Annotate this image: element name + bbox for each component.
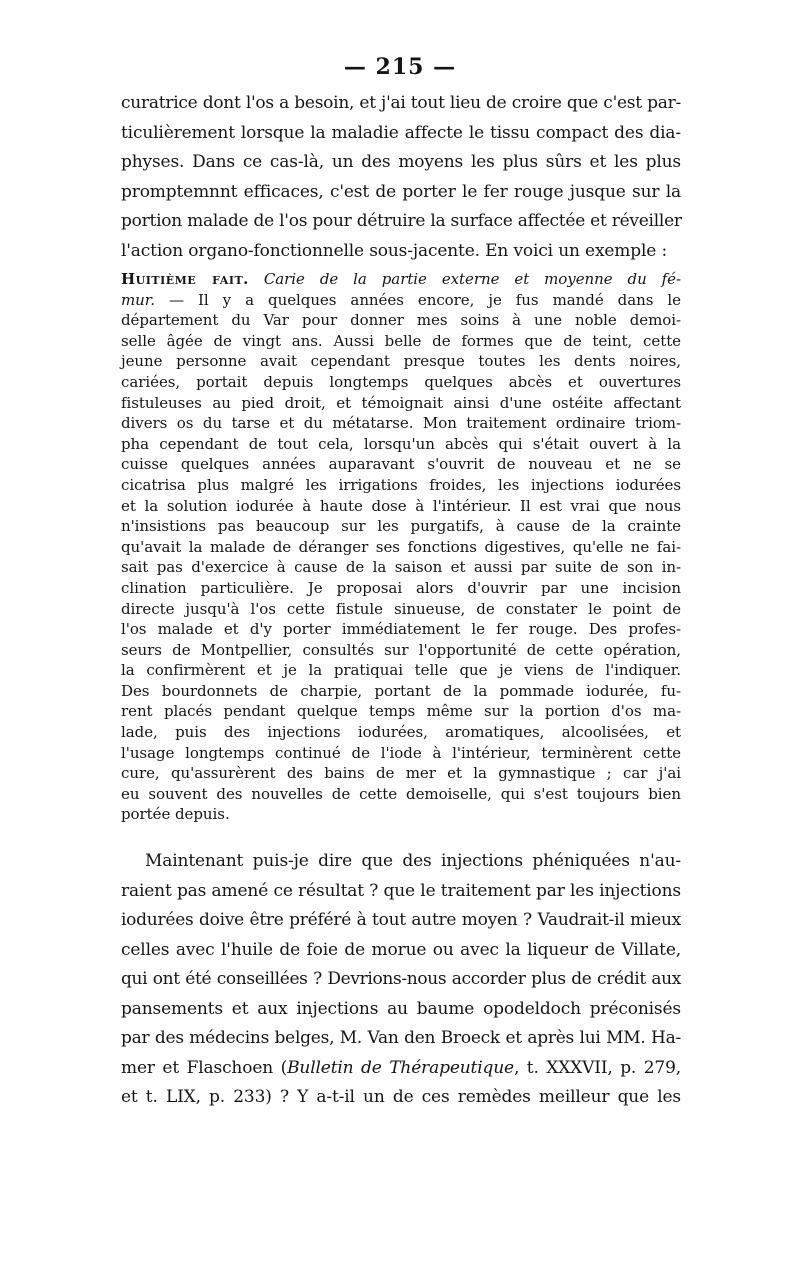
text-line: cure, qu'assurèrent des bains de mer et la gymnastique ; car j'ai bbox=[121, 764, 681, 783]
text-line: sait pas d'exercice à cause de la saison et aussi par suite de son in- bbox=[121, 558, 681, 577]
text-line: seurs de Montpellier, consultés sur l'opportunité de cette opération, bbox=[121, 640, 681, 659]
text-line: curatrice dont l'os a besoin, et j'ai tout lieu de croire que c'est par- bbox=[121, 93, 681, 113]
case-paragraph bbox=[121, 269, 681, 825]
text-line: portée depuis. bbox=[121, 805, 230, 824]
text-line: la confirmèrent et je la pratiquai telle que je viens de l'indiquer. bbox=[121, 661, 681, 680]
text-line: celles avec l'huile de foie de morue ou avec la liqueur de Villate, bbox=[121, 939, 681, 960]
text-line: et la solution iodurée à haute dose à l'intérieur. Il est vrai que nous bbox=[121, 496, 681, 515]
text-line bbox=[121, 290, 681, 311]
closing-paragraph bbox=[121, 847, 681, 1113]
text-line: et t. LIX, p. 233) ? Y a-t-il un de ces remèdes meilleur que les bbox=[121, 1087, 681, 1107]
text-line: eu souvent des nouvelles de cette demoiselle, qui s'est toujours bien bbox=[121, 784, 681, 803]
case-text-start: — Il y a quelques années encore, je fus mandé dans le bbox=[154, 290, 681, 309]
citation-prefix: mer et Flaschoen ( bbox=[121, 1057, 288, 1078]
text-line: cuisse quelques années auparavant s'ouvrit de nouveau et ne se bbox=[121, 455, 681, 474]
text-line: qui ont été conseillées ? Devrions-nous accorder plus de crédit aux bbox=[121, 969, 681, 989]
journal-title: Bulletin de Thérapeutique bbox=[287, 1057, 514, 1078]
text-line: fistuleuses au pied droit, et témoignait ainsi d'une ostéite affectant bbox=[121, 393, 681, 412]
text-line: physes. Dans ce cas-là, un des moyens les plus sûrs et les plus bbox=[121, 152, 681, 172]
text-line: l'os malade et d'y porter immédiatement le fer rouge. Des profes- bbox=[121, 620, 681, 639]
text-line: pansements et aux injections au baume opodeldoch préconisés bbox=[121, 998, 681, 1019]
text-line: n'insistions pas beaucoup sur les purgatifs, à cause de la crainte bbox=[121, 517, 681, 536]
citation-line bbox=[121, 1054, 681, 1084]
text-line: qu'avait la malade de déranger ses fonctions digestives, qu'elle ne fai- bbox=[121, 537, 681, 556]
text-line: raient pas amené ce résultat ? que le traitement par les injections bbox=[121, 880, 681, 901]
text-line: promptemnnt efficaces, c'est de porter le fer rouge jusque sur la bbox=[121, 181, 681, 202]
text-line: Des bourdonnets de charpie, portant de la pommade iodurée, fu- bbox=[121, 681, 681, 700]
text-line: clination particulière. Je proposai alors d'ouvrir par une incision bbox=[121, 578, 681, 597]
text-line: cariées, portait depuis longtemps quelques abcès et ouvertures bbox=[121, 372, 681, 391]
text-line: lade, puis des injections iodurées, aromatiques, alcoolisées, et bbox=[121, 723, 681, 742]
text-line: département du Var pour donner mes soins à une noble demoi- bbox=[121, 311, 681, 330]
text-line: l'usage longtemps continué de l'iode à l'intérieur, terminèrent cette bbox=[121, 743, 681, 762]
text-line: l'action organo-fonctionnelle sous-jacente. En voici un exemple : bbox=[121, 240, 668, 261]
case-heading: Huitième fait. bbox=[121, 270, 249, 288]
case-heading-line bbox=[121, 269, 681, 290]
text-line: rent placés pendant quelque temps même sur la portion d'os ma- bbox=[121, 702, 681, 721]
text-line: par des médecins belges, M. Van den Broeck et après lui MM. Ha- bbox=[121, 1028, 681, 1048]
text-line: iodurées doive être préféré à tout autre moyen ? Vaudrait-il mieux bbox=[121, 910, 681, 930]
text-line: portion malade de l'os pour détruire la surface affectée et réveiller bbox=[121, 211, 682, 231]
text-line: ticulièrement lorsque la maladie affecte le tissu compact des dia- bbox=[121, 122, 681, 143]
page-number: — 215 — bbox=[343, 54, 457, 80]
text-line: jeune personne avait cependant presque toutes les dents noires, bbox=[121, 352, 681, 371]
text-line: directe jusqu'à l'os cette fistule sinueuse, de constater le point de bbox=[121, 599, 681, 618]
intro-paragraph bbox=[121, 89, 681, 266]
text-line: selle âgée de vingt ans. Aussi belle de formes que de teint, cette bbox=[121, 331, 681, 350]
text-line: cicatrisa plus malgré les irrigations froides, les injections iodurées bbox=[121, 475, 681, 494]
case-title-end: mur. bbox=[121, 290, 155, 309]
text-line: divers os du tarse et du métatarse. Mon traitement ordinaire triom- bbox=[121, 414, 681, 433]
text-line: pha cependant de tout cela, lorsqu'un abcès qui s'était ouvert à la bbox=[121, 434, 681, 453]
text-line: Maintenant puis-je dire que des injections phéniquées n'au- bbox=[145, 851, 681, 871]
case-title: Carie de la partie externe et moyenne du fé- bbox=[263, 270, 681, 288]
citation-suffix: , t. XXXVII, p. 279, bbox=[513, 1057, 681, 1078]
